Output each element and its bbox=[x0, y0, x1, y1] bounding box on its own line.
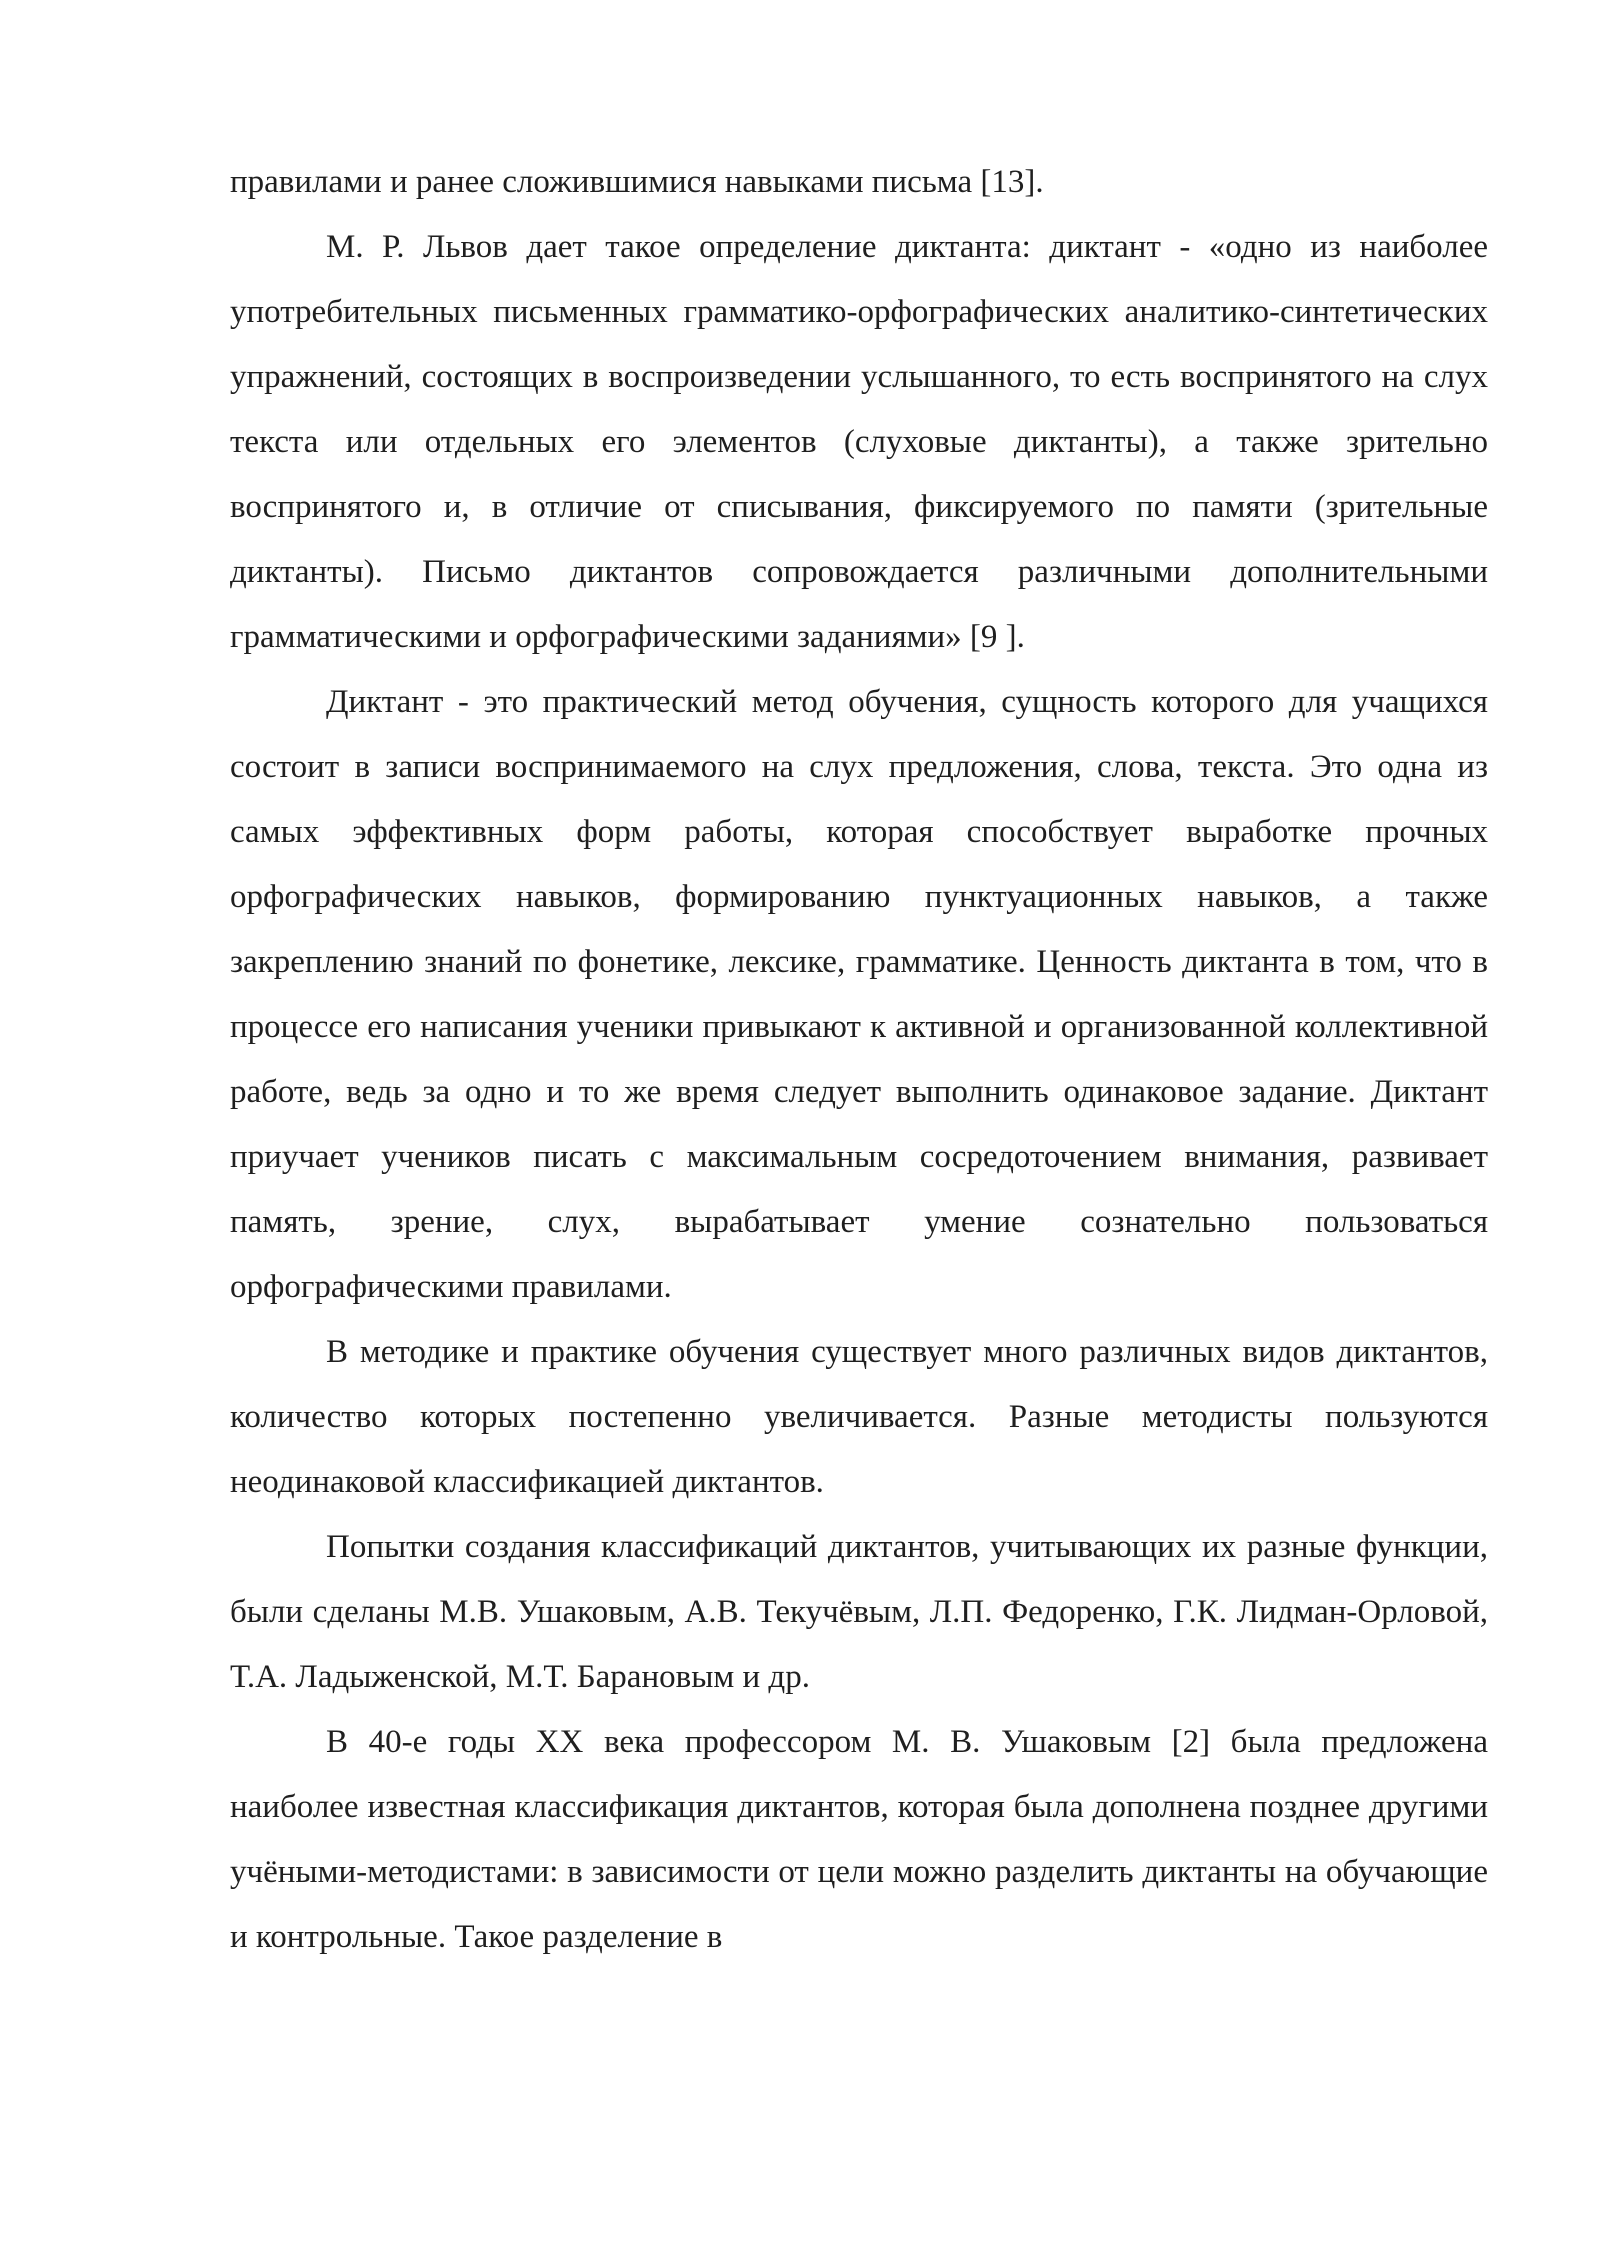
paragraph-continuation: правилами и ранее сложившимися навыками письма [13]. bbox=[230, 164, 1044, 200]
paragraph-ushakov-classification: В 40-е годы XX века профессором М. В. Ушаковым [2] была предложена наиболее известная классификация диктантов, которая была дополнена позднее другими учёными-методистами: в зависимости от цели можно разделить диктанты на обучающие и контрольные. Такое разделение в bbox=[230, 1724, 1488, 1955]
paragraph-dictation-method: Диктант - это практический метод обучения, сущность которого для учащихся состоит в записи воспринимаемого на слух предложения, слова, текста. Это одна из самых эффективных форм работы, которая способствует выработке прочных орфографических навыков, формированию пунктуационных навыков, а также закреплению знаний по фонетике, лексике, грамматике. Ценность диктанта в том, что в процессе его написания ученики привыкают к активной и организованной коллективной работе, ведь за одно и то же время следует выполнить одинаковое задание. Диктант приучает учеников писать с максимальным сосредоточением внимания, развивает память, зрение, слух, вырабатывает умение сознательно пользоваться орфографическими правилами. bbox=[230, 684, 1488, 1305]
document-page bbox=[230, 150, 1488, 1970]
paragraph-types: В методике и практике обучения существует много различных видов диктантов, количество которых постепенно увеличивается. Разные методисты пользуются неодинаковой классификацией диктантов. bbox=[230, 1334, 1488, 1500]
paragraph-classification-attempts: Попытки создания классификаций диктантов, учитывающих их разные функции, были сделаны М.В. Ушаковым, А.В. Текучёвым, Л.П. Федоренко, Г.К. Лидман-Орловой, Т.А. Ладыженской, М.Т. Барановым и др. bbox=[230, 1529, 1488, 1695]
paragraph-lvov-definition: М. Р. Львов дает такое определение диктанта: диктант - «одно из наиболее употребительных письменных грамматико-орфографических аналитико-синтетических упражнений, состоящих в воспроизведении услышанного, то есть воспринятого на слух текста или отдельных его элементов (слуховые диктанты), а также зрительно воспринятого и, в отличие от списывания, фиксируемого по памяти (зрительные диктанты). Письмо диктантов сопровождается различными дополнительными грамматическими и орфографическими заданиями» [9 ]. bbox=[230, 229, 1488, 655]
